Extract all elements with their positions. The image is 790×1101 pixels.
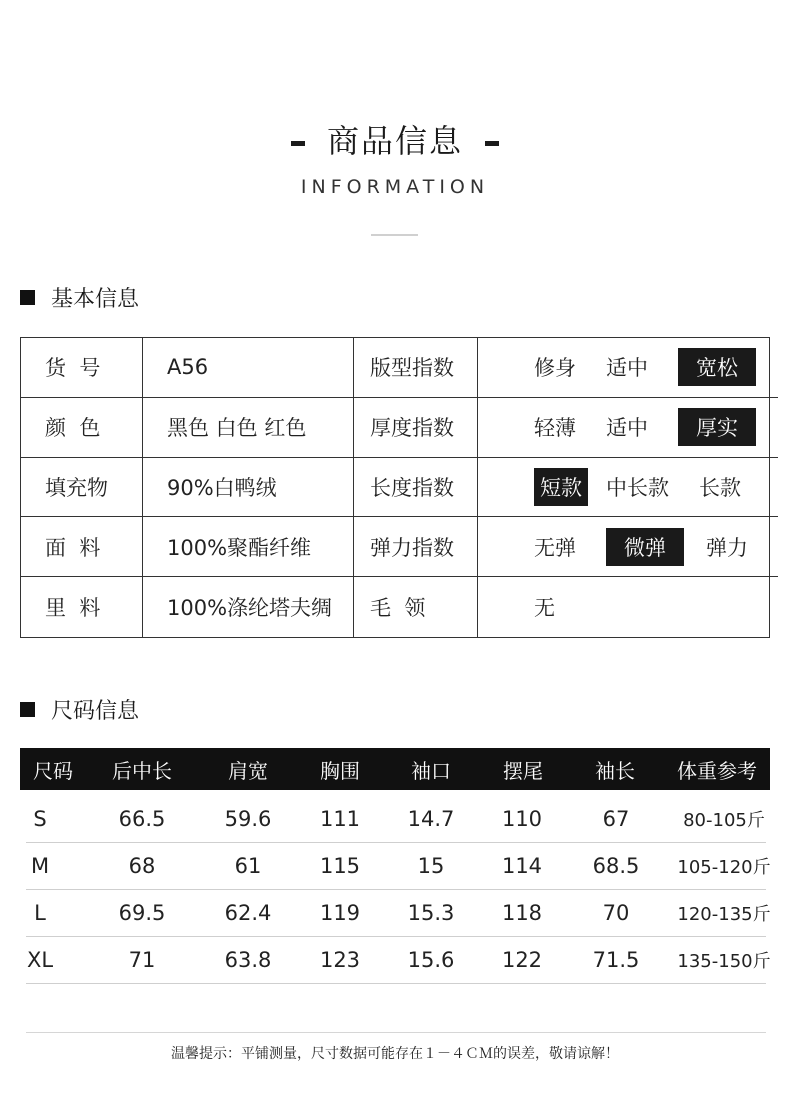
attribute-value-text: 100%涤纶塔夫绸 xyxy=(167,596,333,621)
index-option: 中长款 xyxy=(606,475,669,500)
size-cell: 111 xyxy=(319,807,361,831)
size-cell: 68.5 xyxy=(592,854,640,878)
index-label-text: 长度指数 xyxy=(370,475,454,500)
attribute-label-text: 货 号 xyxy=(45,356,101,381)
index-option: 适中 xyxy=(606,416,648,441)
index-option-selected: 短款 xyxy=(534,468,588,506)
size-cell: 15.6 xyxy=(407,948,455,972)
size-cell: 71.5 xyxy=(592,948,640,972)
index-options xyxy=(478,517,778,577)
index-options xyxy=(478,458,778,518)
attribute-value xyxy=(143,458,354,518)
page-title xyxy=(0,116,790,162)
size-cell: 120-135斤 xyxy=(677,904,771,925)
size-cell: 118 xyxy=(501,901,543,925)
size-cell: 63.8 xyxy=(224,948,272,972)
size-cell: 62.4 xyxy=(224,901,272,925)
size-info-heading xyxy=(20,694,139,725)
size-cell: 70 xyxy=(602,901,630,925)
size-cell: 71 xyxy=(128,948,156,972)
index-option: 修身 xyxy=(534,356,576,381)
size-cell: 110 xyxy=(501,807,543,831)
size-cell: 135-150斤 xyxy=(677,951,771,972)
attribute-label xyxy=(21,458,143,518)
size-cell: 123 xyxy=(319,948,361,972)
page-subtitle: INFORMATION xyxy=(300,176,490,198)
size-column-header: 袖长 xyxy=(595,758,635,783)
basic-info-heading-text: 基本信息 xyxy=(51,287,140,312)
index-option: 无 xyxy=(534,596,555,621)
attribute-value-text: 黑色 白色 红色 xyxy=(167,416,307,441)
index-label xyxy=(354,577,478,637)
size-column-header: 肩宽 xyxy=(228,758,268,783)
index-options xyxy=(478,398,778,458)
index-label-text: 厚度指数 xyxy=(370,416,454,441)
table-row xyxy=(26,796,766,843)
attribute-value xyxy=(143,398,354,458)
size-column-header: 体重参考 xyxy=(677,758,757,783)
table-row xyxy=(26,843,771,890)
index-option: 轻薄 xyxy=(534,416,576,441)
index-label xyxy=(354,458,478,518)
attribute-label xyxy=(21,338,143,398)
attribute-value xyxy=(143,577,354,637)
index-label-text: 毛 领 xyxy=(370,596,426,621)
size-cell: 105-120斤 xyxy=(677,857,771,878)
attribute-label xyxy=(21,577,143,637)
index-option-selected: 微弹 xyxy=(606,528,684,566)
attribute-value-text: A56 xyxy=(167,355,209,380)
size-column-header: 袖口 xyxy=(411,758,451,783)
index-label xyxy=(354,517,478,577)
index-options xyxy=(478,577,778,637)
basic-info-table xyxy=(20,337,770,638)
attribute-label xyxy=(21,517,143,577)
attribute-label xyxy=(21,398,143,458)
index-option: 适中 xyxy=(606,356,648,381)
size-column-header: 尺码 xyxy=(33,758,73,783)
size-cell: 15 xyxy=(417,854,445,878)
header-divider xyxy=(371,234,418,236)
attribute-label-text: 填充物 xyxy=(45,475,108,500)
size-cell: L xyxy=(34,901,46,925)
basic-info-heading xyxy=(20,282,139,313)
index-option: 无弹 xyxy=(534,535,576,560)
size-cell: 122 xyxy=(501,948,543,972)
index-label xyxy=(354,338,478,398)
size-cell: XL xyxy=(26,948,54,972)
size-cell: 14.7 xyxy=(407,807,455,831)
size-cell: 59.6 xyxy=(224,807,272,831)
table-row xyxy=(26,890,771,937)
index-label-text: 版型指数 xyxy=(370,356,454,381)
square-bullet-icon xyxy=(20,290,35,305)
size-info-heading-text: 尺码信息 xyxy=(51,699,140,724)
size-cell: 67 xyxy=(602,807,630,831)
size-cell: 61 xyxy=(234,854,262,878)
size-cell: 69.5 xyxy=(118,901,166,925)
measurement-tip: 温馨提示：平铺测量，尺寸数据可能存在１－４ＣＭ的误差，敬请谅解！ xyxy=(171,1046,619,1062)
size-cell: 115 xyxy=(319,854,361,878)
size-cell: 119 xyxy=(319,901,361,925)
attribute-label-text: 颜 色 xyxy=(45,416,101,441)
size-cell: S xyxy=(33,807,47,831)
title-dash-right xyxy=(485,141,499,146)
size-table-header xyxy=(20,748,770,790)
tip-divider xyxy=(26,1032,766,1033)
attribute-label-text: 面 料 xyxy=(45,535,101,560)
index-label xyxy=(354,398,478,458)
index-option-selected: 厚实 xyxy=(678,408,756,446)
attribute-value xyxy=(143,517,354,577)
size-cell: 80-105斤 xyxy=(683,810,765,831)
index-option-selected: 宽松 xyxy=(678,348,756,386)
title-dash-left xyxy=(291,141,305,146)
page-title-text: 商品信息 xyxy=(326,122,463,160)
attribute-value-text: 100%聚酯纤维 xyxy=(167,535,312,560)
size-column-header: 摆尾 xyxy=(503,758,543,783)
size-column-header: 胸围 xyxy=(320,758,360,783)
size-cell: 66.5 xyxy=(118,807,166,831)
size-cell: 15.3 xyxy=(407,901,455,925)
table-row xyxy=(26,937,771,984)
attribute-value xyxy=(143,338,354,398)
index-option: 长款 xyxy=(699,475,741,500)
attribute-value-text: 90%白鸭绒 xyxy=(167,475,277,500)
attribute-label-text: 里 料 xyxy=(45,596,101,621)
index-label-text: 弹力指数 xyxy=(370,535,454,560)
square-bullet-icon xyxy=(20,702,35,717)
index-option: 弹力 xyxy=(706,535,748,560)
size-cell: M xyxy=(30,854,50,878)
size-cell: 68 xyxy=(128,854,156,878)
size-cell: 114 xyxy=(501,854,543,878)
size-column-header: 后中长 xyxy=(112,758,172,783)
index-options xyxy=(478,338,778,398)
